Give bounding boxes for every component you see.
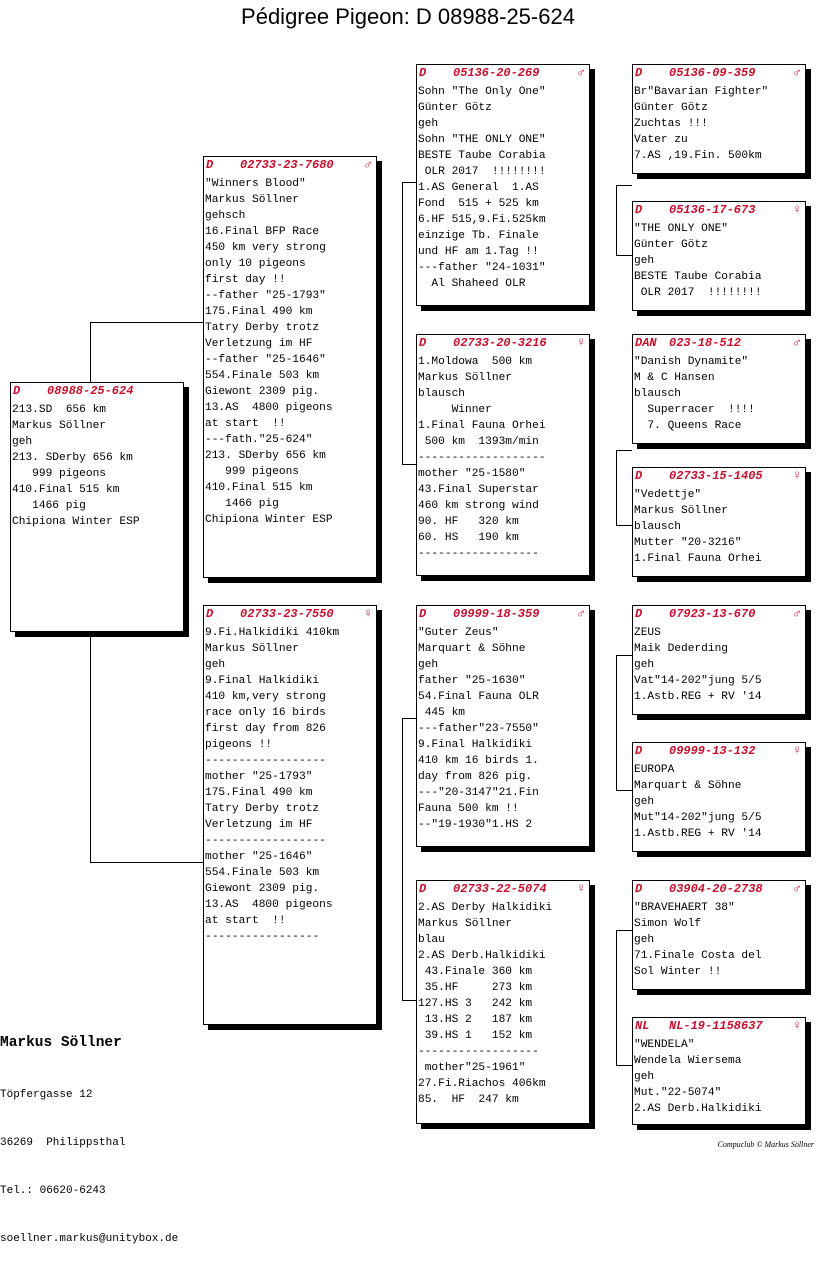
male-symbol-icon: ♂	[577, 65, 585, 80]
female-symbol-icon: ♀	[793, 468, 801, 483]
ring-number: 05136-20-269	[453, 66, 540, 80]
ring-number: NL-19-1158637	[669, 1019, 763, 1033]
detail-line: blau	[418, 934, 445, 946]
detail-line: blausch	[418, 388, 465, 400]
detail-line: Giewont 2309 pig.	[205, 883, 320, 895]
detail-line: ZEUS	[634, 627, 661, 639]
card-details	[205, 625, 376, 945]
pigeon-card-sss	[632, 64, 806, 174]
pigeon-card-sire-sire	[416, 64, 590, 306]
detail-line: 999 pigeons	[205, 466, 299, 478]
detail-line: BESTE Taube Corabia	[634, 271, 762, 283]
ring-number: 03904-20-2738	[669, 882, 763, 896]
pigeon-card-dam-dam	[416, 880, 590, 1124]
detail-line: day from 826 pig.	[418, 771, 533, 783]
detail-line: 999 pigeons	[12, 468, 106, 480]
male-symbol-icon: ♂	[793, 881, 801, 896]
detail-line: Günter Götz	[634, 102, 708, 114]
detail-line: "THE ONLY ONE"	[634, 223, 728, 235]
country-code: D	[635, 66, 643, 80]
detail-line: Mut"14-202"jung 5/5	[634, 812, 762, 824]
ring-number: 05136-09-359	[669, 66, 756, 80]
card-header	[633, 202, 805, 219]
detail-line: Marquart & Söhne	[634, 780, 742, 792]
card-header	[633, 65, 805, 82]
card-details	[634, 625, 805, 705]
owner-street: Töpfergasse 12	[0, 1089, 93, 1101]
detail-line: gehsch	[205, 210, 246, 222]
detail-line: Günter Götz	[634, 239, 708, 251]
detail-line: at start !!	[205, 915, 286, 927]
detail-line: 445 km	[418, 707, 465, 719]
connector-line	[402, 718, 416, 719]
card-details	[418, 354, 589, 562]
country-code: D	[206, 158, 214, 172]
detail-line: ------------------	[205, 755, 326, 767]
connector-line	[402, 718, 403, 1000]
detail-line: 410.Final 515 km	[205, 482, 313, 494]
detail-line: first day !!	[205, 274, 286, 286]
detail-line: und HF am 1.Tag !!	[418, 246, 539, 258]
detail-line: 554.Finale 503 km	[205, 867, 320, 879]
footer-credit: Compuclub © Markus Söllner	[717, 1140, 814, 1149]
country-code: D	[419, 66, 427, 80]
detail-line: 39.HS 1 152 km	[418, 1030, 533, 1042]
detail-line: geh	[418, 118, 439, 130]
detail-line: "Danish Dynamite"	[634, 356, 749, 368]
detail-line: 175.Final 490 km	[205, 306, 313, 318]
card-header	[417, 881, 589, 898]
detail-line: 2.AS Derb.Halkidiki	[634, 1103, 762, 1115]
detail-line: 213. SDerby 656 km	[205, 450, 326, 462]
detail-line: "Guter Zeus"	[418, 627, 499, 639]
detail-line: pigeons !!	[205, 739, 273, 751]
detail-line: "BRAVEHAERT 38"	[634, 902, 735, 914]
detail-line: Chipiona Winter ESP	[12, 516, 140, 528]
card-header	[417, 606, 589, 623]
detail-line: Fauna 500 km !!	[418, 803, 519, 815]
detail-line: 6.HF 515,9.Fi.525km	[418, 214, 546, 226]
owner-email: soellner.markus@unitybox.de	[0, 1233, 179, 1245]
connector-line	[616, 255, 632, 256]
card-details	[634, 900, 805, 980]
connector-line	[402, 182, 403, 464]
detail-line: first day from 826	[205, 723, 326, 735]
card-header	[11, 383, 183, 400]
detail-line: Markus Söllner	[205, 194, 299, 206]
card-details	[634, 762, 805, 842]
card-header	[417, 335, 589, 352]
detail-line: 90. HF 320 km	[418, 516, 519, 528]
male-symbol-icon: ♂	[793, 606, 801, 621]
country-code: DAN	[635, 336, 657, 350]
detail-line: Zuchtas !!!	[634, 118, 708, 130]
detail-line: 7. Queens Race	[634, 420, 742, 432]
female-symbol-icon: ♀	[793, 743, 801, 758]
detail-line: Al Shaheed OLR	[418, 278, 526, 290]
detail-line: -------------------	[418, 452, 546, 464]
detail-line: 1.AS General 1.AS	[418, 182, 539, 194]
detail-line: at start !!	[205, 418, 286, 430]
pigeon-card-sire-dam	[416, 334, 590, 576]
detail-line: BESTE Taube Corabia	[418, 150, 546, 162]
ring-number: 09999-13-132	[669, 744, 756, 758]
ring-number: 02733-15-1405	[669, 469, 763, 483]
detail-line: 554.Finale 503 km	[205, 370, 320, 382]
detail-line: 9.Final Halkidiki	[205, 675, 320, 687]
detail-line: Marquart & Söhne	[418, 643, 526, 655]
detail-line: --"19-1930"1.HS 2	[418, 819, 533, 831]
detail-line: geh	[205, 659, 226, 671]
detail-line: ---father "24-1031"	[418, 262, 546, 274]
detail-line: 2.AS Derby Halkidiki	[418, 902, 553, 914]
detail-line: --father "25-1646"	[205, 354, 326, 366]
detail-line: mother "25-1580"	[418, 468, 526, 480]
detail-line: Verletzung im HF	[205, 338, 313, 350]
card-header	[633, 743, 805, 760]
detail-line: 410.Final 515 km	[12, 484, 120, 496]
card-details	[634, 1037, 805, 1117]
card-header	[204, 606, 376, 623]
detail-line: Tatry Derby trotz	[205, 322, 320, 334]
detail-line: Chipiona Winter ESP	[205, 514, 333, 526]
country-code: D	[419, 882, 427, 896]
country-code: D	[13, 384, 21, 398]
card-details	[634, 84, 805, 164]
detail-line: father "25-1630"	[418, 675, 526, 687]
card-details	[205, 176, 376, 528]
detail-line: 9.Final Halkidiki	[418, 739, 533, 751]
pigeon-card-dds	[632, 880, 806, 990]
detail-line: Sohn "THE ONLY ONE"	[418, 134, 546, 146]
page-title: Pédigree Pigeon: D 08988-25-624	[241, 4, 575, 29]
ring-number: 02733-23-7680	[240, 158, 334, 172]
detail-line: mother"25-1961"	[418, 1062, 526, 1074]
detail-line: geh	[634, 659, 655, 671]
detail-line: 35.HF 273 km	[418, 982, 533, 994]
owner-name: Markus Söllner	[0, 1035, 122, 1051]
detail-line: 213.SD 656 km	[12, 404, 106, 416]
detail-line: geh	[634, 796, 655, 808]
detail-line: geh	[12, 436, 33, 448]
detail-line: 7.AS ,19.Fin. 500km	[634, 150, 762, 162]
owner-block	[0, 1034, 178, 1279]
detail-line: Mut."22-5074"	[634, 1087, 722, 1099]
detail-line: ---fath."25-624"	[205, 434, 313, 446]
detail-line: 410 km 16 birds 1.	[418, 755, 539, 767]
country-code: D	[635, 744, 643, 758]
card-header	[633, 881, 805, 898]
detail-line: EUROPA	[634, 764, 675, 776]
detail-line: 460 km strong wind	[418, 500, 539, 512]
detail-line: Wendela Wiersema	[634, 1055, 742, 1067]
detail-line: 1.Moldowa 500 km	[418, 356, 533, 368]
pigeon-card-ddd	[632, 1017, 806, 1125]
detail-line: 1.Astb.REG + RV '14	[634, 691, 762, 703]
detail-line: 60. HS 190 km	[418, 532, 519, 544]
male-symbol-icon: ♂	[793, 65, 801, 80]
pigeon-card-dam-sire	[416, 605, 590, 847]
connector-line	[616, 1065, 632, 1066]
pigeon-card-dsd	[632, 742, 806, 852]
detail-line: M & C Hansen	[634, 372, 715, 384]
detail-line: Winner	[418, 404, 492, 416]
detail-line: Mutter "20-3216"	[634, 537, 742, 549]
detail-line: Br"Bavarian Fighter"	[634, 86, 769, 98]
card-header	[633, 606, 805, 623]
pigeon-card-sire	[203, 156, 377, 578]
detail-line: Markus Söllner	[418, 918, 512, 930]
detail-line: 2.AS Derb.Halkidiki	[418, 950, 546, 962]
card-details	[418, 625, 589, 833]
detail-line: 43.Finale 360 km	[418, 966, 533, 978]
ring-number: 023-18-512	[669, 336, 742, 350]
detail-line: --father "25-1793"	[205, 290, 326, 302]
detail-line: blausch	[634, 521, 681, 533]
detail-line: Markus Söllner	[634, 505, 728, 517]
country-code: NL	[635, 1019, 650, 1033]
detail-line: Vater zu	[634, 134, 688, 146]
detail-line: 1466 pig	[205, 498, 279, 510]
detail-line: Fond 515 + 525 km	[418, 198, 539, 210]
country-code: D	[635, 607, 643, 621]
detail-line: 71.Finale Costa del	[634, 950, 762, 962]
connector-line	[402, 182, 416, 183]
connector-line	[616, 450, 632, 451]
detail-line: "Vedettje"	[634, 489, 702, 501]
pigeon-card-dss	[632, 605, 806, 715]
pigeon-card-sds	[632, 334, 806, 444]
detail-line: Vat"14-202"jung 5/5	[634, 675, 762, 687]
detail-line: 85. HF 247 km	[418, 1094, 519, 1106]
female-symbol-icon: ♀	[577, 881, 585, 896]
owner-city: 36269 Philippsthal	[0, 1137, 126, 1149]
detail-line: geh	[634, 255, 655, 267]
card-header	[417, 65, 589, 82]
detail-line: 16.Final BFP Race	[205, 226, 320, 238]
detail-line: OLR 2017 !!!!!!!!	[418, 166, 546, 178]
female-symbol-icon: ♀	[793, 202, 801, 217]
detail-line: 410 km,very strong	[205, 691, 326, 703]
female-symbol-icon: ♀	[364, 606, 372, 621]
detail-line: 213. SDerby 656 km	[12, 452, 133, 464]
card-details	[634, 354, 805, 434]
detail-line: einzige Tb. Finale	[418, 230, 539, 242]
detail-line: -----------------	[205, 931, 320, 943]
connector-line	[616, 655, 617, 790]
ring-number: 08988-25-624	[47, 384, 134, 398]
detail-line: only 10 pigeons	[205, 258, 306, 270]
country-code: D	[635, 203, 643, 217]
pigeon-card-subject	[10, 382, 184, 632]
detail-line: OLR 2017 !!!!!!!!	[634, 287, 762, 299]
detail-line: Maik Dederding	[634, 643, 728, 655]
male-symbol-icon: ♂	[364, 157, 372, 172]
ring-number: 02733-23-7550	[240, 607, 334, 621]
detail-line: race only 16 birds	[205, 707, 326, 719]
detail-line: 13.HS 2 187 km	[418, 1014, 533, 1026]
card-details	[12, 402, 183, 530]
detail-line: geh	[634, 1071, 655, 1083]
country-code: D	[206, 607, 214, 621]
country-code: D	[419, 607, 427, 621]
country-code: D	[419, 336, 427, 350]
detail-line: 127.HS 3 242 km	[418, 998, 533, 1010]
connector-line	[616, 790, 632, 791]
connector-line	[616, 930, 632, 931]
card-header	[204, 157, 376, 174]
male-symbol-icon: ♂	[793, 335, 801, 350]
detail-line: Tatry Derby trotz	[205, 803, 320, 815]
pigeon-card-sdd	[632, 467, 806, 577]
female-symbol-icon: ♀	[793, 1018, 801, 1033]
detail-line: ------------------	[205, 835, 326, 847]
detail-line: ------------------	[418, 1046, 539, 1058]
detail-line: Markus Söllner	[205, 643, 299, 655]
detail-line: 1.Astb.REG + RV '14	[634, 828, 762, 840]
ring-number: 02733-20-3216	[453, 336, 547, 350]
detail-line: 27.Fi.Riachos 406km	[418, 1078, 546, 1090]
detail-line: 1.Final Fauna Orhei	[418, 420, 546, 432]
detail-line: 43.Final Superstar	[418, 484, 539, 496]
connector-line	[616, 525, 632, 526]
pigeon-card-ssd	[632, 201, 806, 311]
connector-line	[90, 322, 204, 323]
detail-line: Superracer !!!!	[634, 404, 755, 416]
detail-line: 175.Final 490 km	[205, 787, 313, 799]
detail-line: mother "25-1646"	[205, 851, 313, 863]
ring-number: 02733-22-5074	[453, 882, 547, 896]
detail-line: geh	[634, 934, 655, 946]
female-symbol-icon: ♀	[577, 335, 585, 350]
detail-line: ---"20-3147"21.Fin	[418, 787, 539, 799]
card-details	[418, 900, 589, 1108]
detail-line: Markus Söllner	[12, 420, 106, 432]
detail-line: Sol Winter !!	[634, 966, 722, 978]
detail-line: 9.Fi.Halkidiki 410km	[205, 627, 340, 639]
connector-line	[90, 862, 204, 863]
detail-line: Sohn "The Only One"	[418, 86, 546, 98]
detail-line: ------------------	[418, 548, 539, 560]
detail-line: 500 km 1393m/min	[418, 436, 539, 448]
detail-line: blausch	[634, 388, 681, 400]
ring-number: 09999-18-359	[453, 607, 540, 621]
detail-line: 1466 pig	[12, 500, 86, 512]
detail-line: geh	[418, 659, 439, 671]
card-details	[634, 221, 805, 301]
country-code: D	[635, 882, 643, 896]
connector-line	[616, 655, 632, 656]
detail-line: 450 km very strong	[205, 242, 326, 254]
detail-line: Günter Götz	[418, 102, 492, 114]
connector-line	[616, 450, 617, 525]
country-code: D	[635, 469, 643, 483]
detail-line: 1.Final Fauna Orhei	[634, 553, 762, 565]
pigeon-card-dam	[203, 605, 377, 1025]
card-details	[418, 84, 589, 292]
male-symbol-icon: ♂	[577, 606, 585, 621]
card-header	[633, 468, 805, 485]
owner-phone: Tel.: 06620-6243	[0, 1185, 106, 1197]
ring-number: 07923-13-670	[669, 607, 756, 621]
card-header	[633, 335, 805, 352]
card-details	[634, 487, 805, 567]
connector-line	[616, 185, 617, 255]
detail-line: Simon Wolf	[634, 918, 702, 930]
detail-line: 54.Final Fauna OLR	[418, 691, 539, 703]
ring-number: 05136-17-673	[669, 203, 756, 217]
detail-line: "WENDELA"	[634, 1039, 695, 1051]
connector-line	[616, 185, 632, 186]
card-header	[633, 1018, 805, 1035]
connector-line	[402, 464, 416, 465]
detail-line: 13.AS 4800 pigeons	[205, 899, 333, 911]
detail-line: Markus Söllner	[418, 372, 512, 384]
connector-line	[616, 930, 617, 1065]
detail-line: Verletzung im HF	[205, 819, 313, 831]
detail-line: "Winners Blood"	[205, 178, 306, 190]
detail-line: ---father"23-7550"	[418, 723, 539, 735]
detail-line: mother "25-1793"	[205, 771, 313, 783]
connector-line	[402, 1000, 416, 1001]
detail-line: 13.AS 4800 pigeons	[205, 402, 333, 414]
detail-line: Giewont 2309 pig.	[205, 386, 320, 398]
